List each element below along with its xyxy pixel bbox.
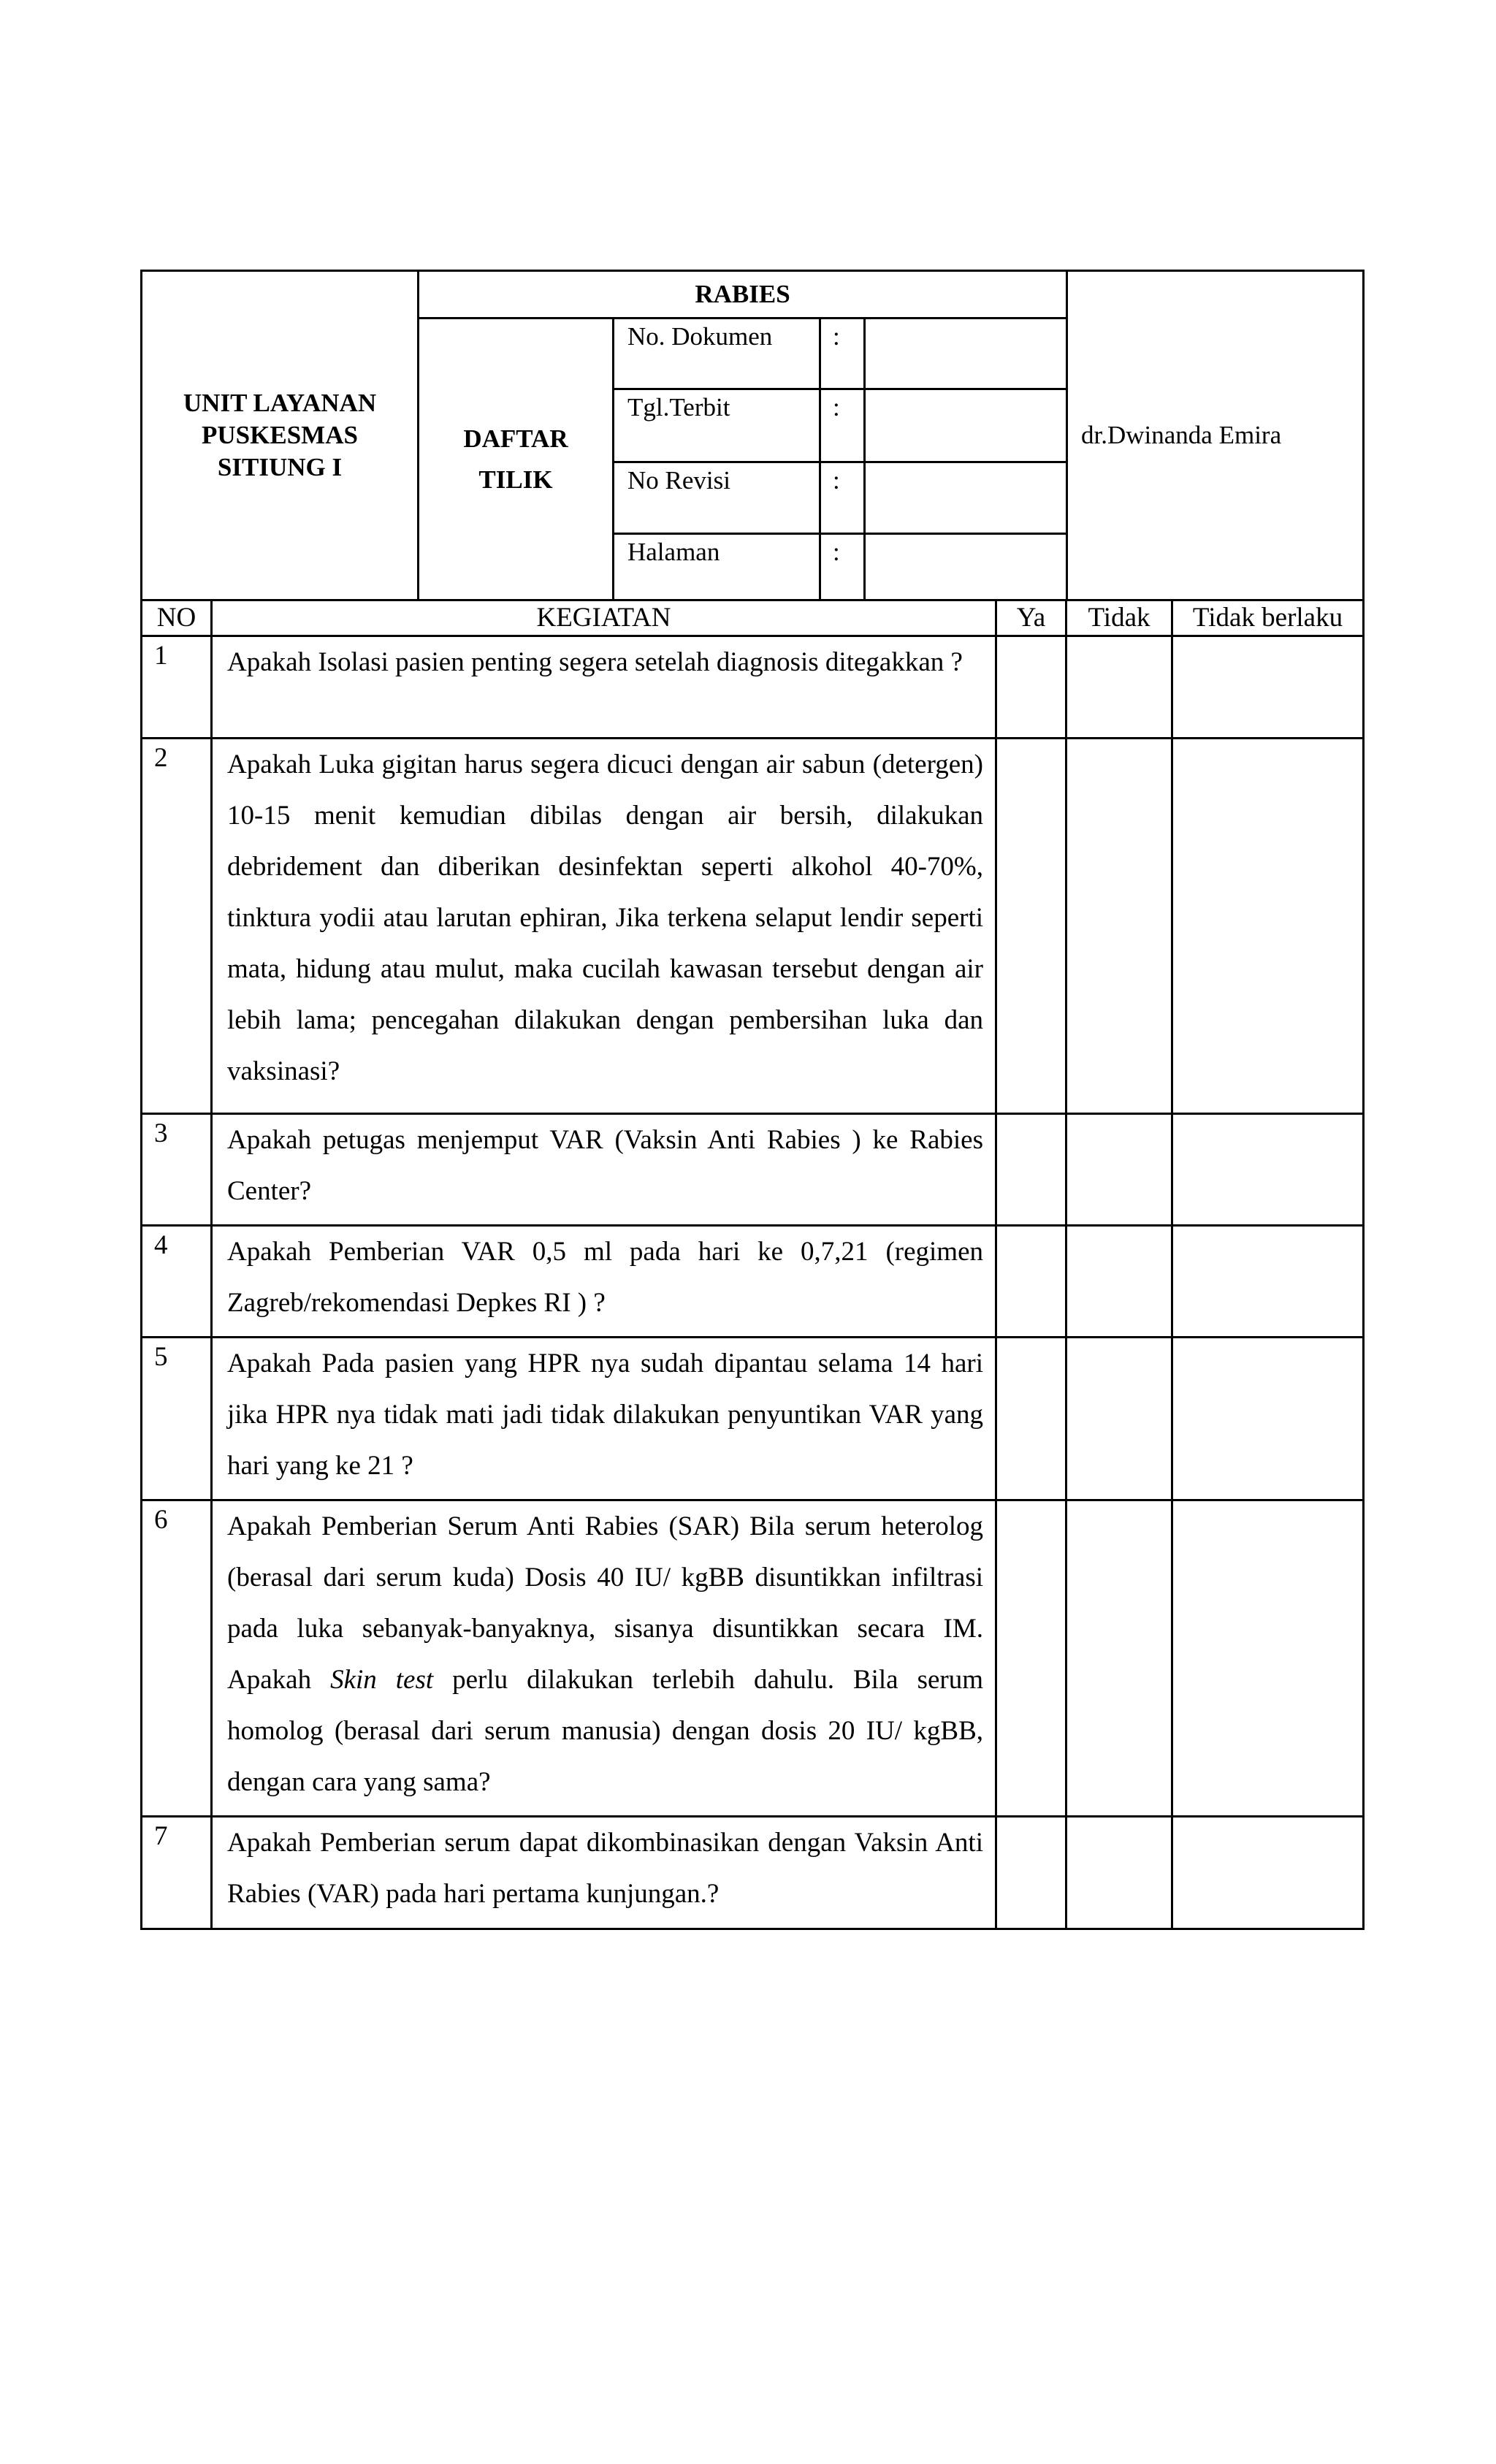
check-tidak-berlaku[interactable] bbox=[1172, 1114, 1364, 1226]
table-row bbox=[142, 1817, 1364, 1929]
check-tidak-berlaku[interactable] bbox=[1172, 739, 1364, 1114]
row-number: 7 bbox=[142, 1817, 212, 1929]
row-number: 5 bbox=[142, 1338, 212, 1500]
activity-text: Apakah Pemberian Serum Anti Rabies (SAR) Bila serum heterolog (berasal dari serum kuda) Dosis 40 IU/ kgBB disuntikkan infiltrasi pada luka sebanyak-banyaknya, sisanya disuntikkan secara IM. Apakah Skin test perlu dilakukan terlebih dahulu. Bila serum homolog (berasal dari serum manusia) dengan dosis 20 IU/ kgBB, dengan cara yang sama? bbox=[212, 1500, 996, 1817]
check-tidak[interactable] bbox=[1066, 1500, 1172, 1817]
activity-text: Apakah Pada pasien yang HPR nya sudah dipantau selama 14 hari jika HPR nya tidak mati jadi tidak dilakukan penyuntikan VAR yang hari yang ke 21 ? bbox=[212, 1338, 996, 1500]
check-ya[interactable] bbox=[996, 1338, 1066, 1500]
check-tidak[interactable] bbox=[1066, 1338, 1172, 1500]
check-tidak-berlaku[interactable] bbox=[1172, 1338, 1364, 1500]
check-ya[interactable] bbox=[996, 1817, 1066, 1929]
check-tidak[interactable] bbox=[1066, 739, 1172, 1114]
check-ya[interactable] bbox=[996, 1500, 1066, 1817]
table-row bbox=[142, 1114, 1364, 1226]
field-value-no-dokumen bbox=[865, 319, 1067, 389]
table-header-row bbox=[142, 600, 1364, 636]
document-type: DAFTAR TILIK bbox=[419, 319, 614, 600]
check-tidak[interactable] bbox=[1066, 636, 1172, 739]
check-tidak[interactable] bbox=[1066, 1817, 1172, 1929]
check-ya[interactable] bbox=[996, 1226, 1066, 1338]
checklist-document bbox=[140, 270, 1362, 1930]
check-tidak[interactable] bbox=[1066, 1114, 1172, 1226]
row-number: 2 bbox=[142, 739, 212, 1114]
signatory: dr.Dwinanda Emira bbox=[1067, 271, 1364, 600]
table-row bbox=[142, 1338, 1364, 1500]
check-tidak-berlaku[interactable] bbox=[1172, 636, 1364, 739]
activity-text: Apakah Pemberian VAR 0,5 ml pada hari ke 0,7,21 (regimen Zagreb/rekomendasi Depkes RI ) ? bbox=[212, 1226, 996, 1338]
field-value-tgl-terbit bbox=[865, 389, 1067, 462]
col-header-tidak-berlaku: Tidak berlaku bbox=[1172, 600, 1364, 636]
field-value-no-revisi bbox=[865, 462, 1067, 534]
check-tidak[interactable] bbox=[1066, 1226, 1172, 1338]
document-title: RABIES bbox=[419, 271, 1067, 319]
field-sep: : bbox=[820, 319, 865, 389]
row-number: 3 bbox=[142, 1114, 212, 1226]
activity-text: Apakah petugas menjemput VAR (Vaksin Anti Rabies ) ke Rabies Center? bbox=[212, 1114, 996, 1226]
col-header-kegiatan: KEGIATAN bbox=[212, 600, 996, 636]
check-ya[interactable] bbox=[996, 739, 1066, 1114]
field-sep: : bbox=[820, 389, 865, 462]
activity-text: Apakah Isolasi pasien penting segera setelah diagnosis ditegakkan ? bbox=[212, 636, 996, 739]
col-header-no: NO bbox=[142, 600, 212, 636]
col-header-tidak: Tidak bbox=[1066, 600, 1172, 636]
field-sep: : bbox=[820, 534, 865, 600]
table-row bbox=[142, 636, 1364, 739]
row-number: 1 bbox=[142, 636, 212, 739]
field-label-tgl-terbit: Tgl.Terbit bbox=[614, 389, 820, 462]
activity-text: Apakah Pemberian serum dapat dikombinasikan dengan Vaksin Anti Rabies (VAR) pada hari pertama kunjungan.? bbox=[212, 1817, 996, 1929]
activity-text: Apakah Luka gigitan harus segera dicuci dengan air sabun (detergen) 10-15 menit kemudian dibilas dengan air bersih, dilakukan debridement dan diberikan desinfektan seperti alkohol 40-70%, tinktura yodii atau larutan ephiran, Jika terkena selaput lendir seperti mata, hidung atau mulut, maka cucilah kawasan tersebut dengan air lebih lama; pencegahan dilakukan dengan pembersihan luka dan vaksinasi? bbox=[212, 739, 996, 1114]
row-number: 6 bbox=[142, 1500, 212, 1817]
field-sep: : bbox=[820, 462, 865, 534]
field-value-halaman bbox=[865, 534, 1067, 600]
check-tidak-berlaku[interactable] bbox=[1172, 1500, 1364, 1817]
check-ya[interactable] bbox=[996, 636, 1066, 739]
check-tidak-berlaku[interactable] bbox=[1172, 1226, 1364, 1338]
check-tidak-berlaku[interactable] bbox=[1172, 1817, 1364, 1929]
row-number: 4 bbox=[142, 1226, 212, 1338]
table-row bbox=[142, 739, 1364, 1114]
italic-term: Skin test bbox=[330, 1665, 434, 1695]
col-header-ya: Ya bbox=[996, 600, 1066, 636]
document-header bbox=[140, 270, 1365, 601]
unit-name: UNIT LAYANAN PUSKESMAS SITIUNG I bbox=[142, 271, 419, 600]
check-ya[interactable] bbox=[996, 1114, 1066, 1226]
table-row bbox=[142, 1500, 1364, 1817]
field-label-no-revisi: No Revisi bbox=[614, 462, 820, 534]
field-label-halaman: Halaman bbox=[614, 534, 820, 600]
field-label-no-dokumen: No. Dokumen bbox=[614, 319, 820, 389]
table-row bbox=[142, 1226, 1364, 1338]
checklist-table bbox=[140, 599, 1365, 1930]
